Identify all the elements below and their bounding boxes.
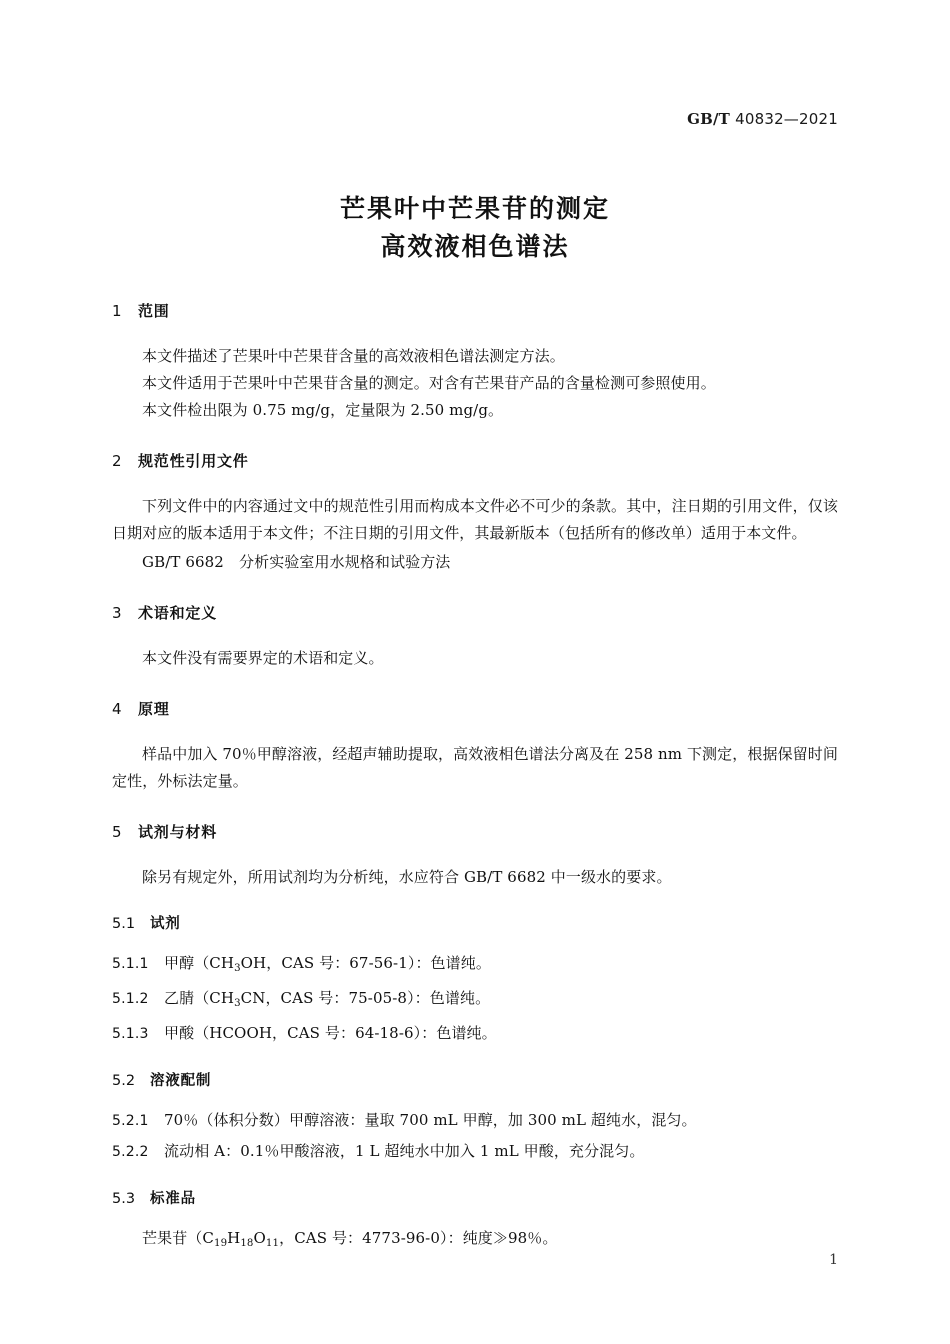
list-item (112, 1138, 838, 1166)
clause-heading-5 (112, 821, 838, 843)
clause-title-2: 规范性引用文件 (138, 452, 249, 470)
clause-title-5: 试剂与材料 (138, 823, 218, 841)
clause-title-3: 术语和定义 (138, 604, 218, 622)
item-label: 5.1.3 (112, 1025, 149, 1042)
formula-subscript: 3 (234, 997, 241, 1009)
formula-subscript: 11 (265, 1237, 280, 1249)
item-label: 5.1.1 (112, 956, 149, 972)
clause-1-paragraph-3: 本文件检出限为 0.75 mg/g，定量限为 2.50 mg/g。 (142, 401, 504, 419)
clause-heading-1 (112, 300, 838, 322)
clause-title-5-2: 溶液配制 (150, 1072, 212, 1089)
standard-code-prefix: GB/T (687, 110, 731, 128)
item-label: 5.2.2 (112, 1143, 149, 1160)
list-item (112, 1107, 838, 1135)
item-text: 甲酸（HCOOH，CAS 号：64-18-6）：色谱纯。 (164, 1023, 497, 1042)
page-number: 1 (829, 1252, 838, 1268)
clause-heading-5-1 (112, 913, 838, 935)
clause-3-paragraph-1: 本文件没有需要界定的术语和定义。 (142, 649, 384, 667)
document-body (112, 300, 838, 1257)
page-title (0, 190, 950, 266)
clause-title-5-1: 试剂 (150, 916, 181, 932)
title-line-2: 高效液相色谱法 (380, 232, 570, 261)
clause-number-1: 1 (112, 302, 122, 320)
clause-5-paragraph-1: 除另有规定外，所用试剂均为分析纯，水应符合 GB/T 6682 中一级水的要求。 (142, 868, 672, 886)
clause-heading-3 (112, 602, 838, 624)
page-footer (112, 1252, 838, 1268)
clause-number-5-3: 5.3 (112, 1190, 136, 1207)
title-line-1: 芒果叶中芒果苷的测定 (339, 194, 610, 223)
item-text: 流动相 A：0.1％甲酸溶液，1 L 超纯水中加入 1 mL 甲酸，充分混匀。 (164, 1141, 645, 1160)
clause-title-4: 原理 (138, 700, 170, 718)
clause-number-3: 3 (112, 604, 122, 622)
clause-number-5-1: 5.1 (112, 916, 136, 932)
clause-number-5: 5 (112, 823, 122, 841)
clause-heading-5-3 (112, 1188, 838, 1210)
item-text: 70％（体积分数）甲醇溶液：量取 700 mL 甲醇，加 300 mL 超纯水，混匀。 (164, 1110, 697, 1129)
standard-code-number: 40832—2021 (735, 110, 838, 128)
clause-heading-4 (112, 698, 838, 720)
clause-number-2: 2 (112, 452, 122, 470)
item-label: 5.2.1 (112, 1112, 149, 1129)
clause-1-paragraph-1: 本文件描述了芒果叶中芒果苷含量的高效液相色谱法测定方法。 (142, 347, 565, 365)
running-header (112, 110, 838, 132)
list-item (112, 950, 838, 982)
list-item (112, 985, 838, 1017)
clause-2-paragraph-1: 下列文件中的内容通过文中的规范性引用而构成本文件必不可少的条款。其中，注日期的引用文件，仅该日期对应的版本适用于本文件；不注日期的引用文件，其最新版本（包括所有的修改单）适用于本文件。 (112, 497, 838, 542)
formula-subscript: 3 (234, 962, 241, 974)
clause-1-paragraph-2: 本文件适用于芒果叶中芒果苷含量的测定。对含有芒果苷产品的含量检测可参照使用。 (142, 374, 716, 392)
clause-title-1: 范围 (138, 302, 170, 320)
clause-number-4: 4 (112, 700, 122, 718)
standard-code (687, 110, 838, 128)
list-item (112, 1020, 838, 1048)
item-text: 甲醇（$CH_3OH$，CAS 号：67-56-1）：色谱纯。 (164, 954, 491, 974)
clause-number-5-2: 5.2 (112, 1072, 136, 1089)
clause-heading-5-2 (112, 1070, 838, 1092)
clause-4-paragraph-1: 样品中加入 70％甲醇溶液，经超声辅助提取，高效液相色谱法分离及在 258 nm 下测定，根据保留时间定性，外标法定量。 (112, 745, 838, 790)
standard-substance-formula: 芒果苷（$C_{19}H_{18}O_{11}$，CAS 号：4773-96-0）：纯度≫98％。 (142, 1228, 558, 1249)
formula-subscript: 18 (240, 1237, 254, 1249)
clause-title-5-3: 标准品 (150, 1190, 196, 1207)
normative-reference-1: GB/T 6682 分析实验室用水规格和试验方法 (142, 553, 451, 571)
formula-subscript: 19 (213, 1237, 228, 1249)
item-text: 乙腈（$CH_3CN$，CAS 号：75-05-8）：色谱纯。 (164, 988, 491, 1009)
clause-heading-2 (112, 450, 838, 472)
item-label: 5.1.2 (112, 990, 149, 1007)
